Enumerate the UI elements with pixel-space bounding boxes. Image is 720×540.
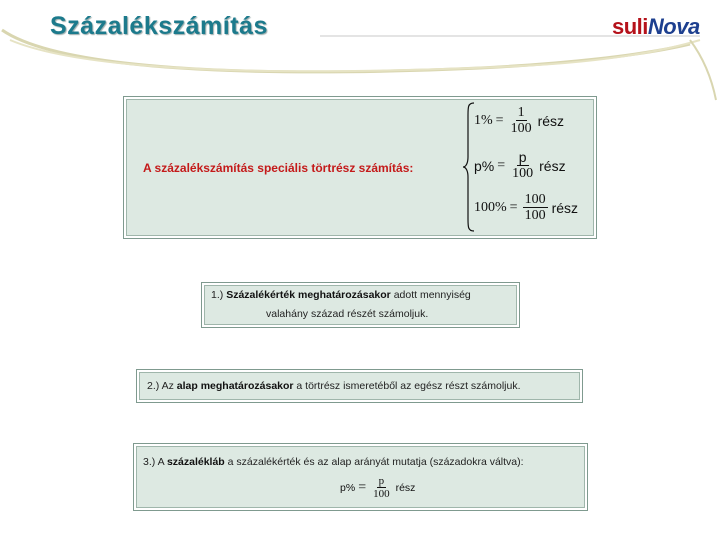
formula-unit: rész bbox=[395, 481, 416, 494]
formula-row-1 bbox=[474, 105, 564, 136]
item3-line bbox=[143, 456, 524, 468]
item2-rest: a törtrész ismeretéből az egész részt számoljuk. bbox=[296, 380, 521, 392]
fraction-denominator: 100 bbox=[512, 166, 534, 181]
formula-lhs: p% bbox=[340, 481, 356, 494]
fraction bbox=[509, 105, 534, 136]
special-label: A százalékszámítás speciális törtrész számítás: bbox=[143, 161, 414, 175]
formula-eq: = bbox=[509, 199, 518, 215]
page-title: Százalékszámítás bbox=[50, 12, 268, 40]
logo-part1: suli bbox=[612, 14, 648, 39]
special-percentage-box bbox=[123, 96, 597, 239]
item3-box bbox=[133, 443, 588, 511]
item2-line bbox=[147, 380, 521, 392]
formula-lhs: p% bbox=[474, 157, 495, 174]
fraction bbox=[371, 475, 392, 500]
item3-formula bbox=[340, 475, 415, 500]
formula-eq: = bbox=[495, 112, 504, 128]
fraction-denominator: 100 bbox=[510, 121, 532, 136]
formula-row-2 bbox=[474, 150, 566, 181]
formula-row-3 bbox=[474, 192, 578, 223]
formula-unit: rész bbox=[537, 112, 565, 129]
formula-unit: rész bbox=[539, 157, 566, 174]
fraction bbox=[510, 150, 535, 181]
formula-eq: = bbox=[358, 479, 367, 495]
item3-rest: a százalékérték és az alap arányát mutatja (századokra váltva): bbox=[227, 456, 524, 468]
item1-box bbox=[201, 282, 520, 328]
fraction-numerator: p bbox=[518, 149, 527, 165]
formula-unit: rész bbox=[551, 199, 579, 216]
item2-prefix: 2.) Az bbox=[147, 380, 174, 392]
item1-line1 bbox=[211, 289, 471, 301]
formula-lhs: 1% bbox=[474, 112, 493, 128]
fraction-numerator: 100 bbox=[524, 192, 546, 207]
fraction-denominator: 100 bbox=[524, 208, 546, 223]
item3-prefix: 3.) A bbox=[143, 456, 165, 468]
logo-part2: Nova bbox=[647, 14, 700, 39]
formula-lhs: 100% bbox=[474, 199, 507, 215]
item1-line2: valahány század részét számoljuk. bbox=[266, 308, 429, 320]
item2-bold: alap meghatározásakor bbox=[176, 380, 294, 392]
item1-rest: adott mennyiség bbox=[393, 289, 471, 301]
fraction-numerator: p bbox=[378, 475, 385, 487]
formula-eq: = bbox=[497, 157, 506, 173]
fraction-numerator: 1 bbox=[517, 105, 525, 120]
item1-bold: Százalékérték meghatározásakor bbox=[226, 289, 391, 301]
item2-box bbox=[136, 369, 583, 403]
item3-bold: százalékláb bbox=[166, 456, 225, 468]
sulinova-logo bbox=[612, 14, 700, 40]
fraction bbox=[523, 192, 548, 223]
fraction-denominator: 100 bbox=[373, 488, 390, 500]
item1-prefix: 1.) bbox=[211, 289, 224, 301]
